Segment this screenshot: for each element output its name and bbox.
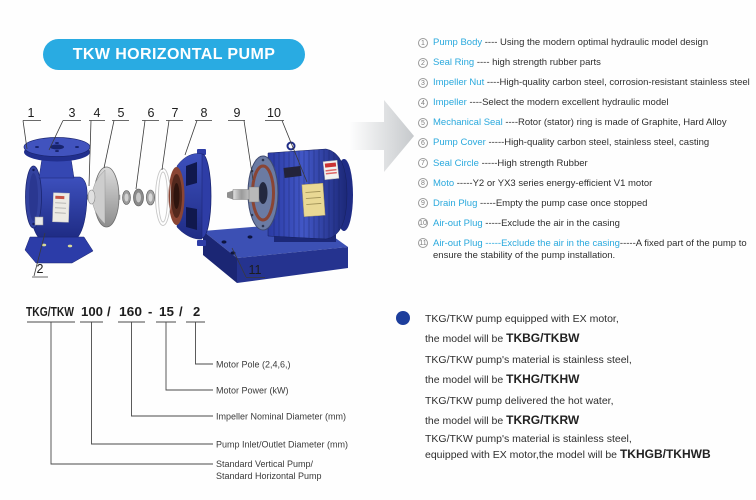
part-label: Pump Body [433,37,483,48]
page-title: TKW HORIZONTAL PUMP [72,45,276,63]
part-number-badge: 1 [418,38,428,48]
callout-1: 1 [27,106,35,120]
model-sep3: / [179,304,183,319]
part-item-2 [418,57,752,69]
variant-line: TKG/TKW pump delivered the hot water, [425,394,614,407]
variant-line: TKG/TKW pump's material is stainless steel, [425,353,632,366]
part-desc: -----High-quality carbon steel, stainless steel, casting [488,137,710,149]
direction-arrow-icon [348,100,414,172]
part-desc: ---- high strength rubber parts [476,57,601,69]
part-number-badge: 5 [418,118,428,128]
model-inlet: 100 [81,304,103,319]
legend-motor-power: Motor Power (kW) [216,385,289,396]
part-number-badge: 10 [419,220,427,228]
model-code-diagram [18,296,363,494]
variant-line: the model will be TKBG/TKBW [425,331,580,346]
part-item-10 [418,218,752,230]
page-title-banner [43,39,305,70]
part-label: Pump Cover [433,137,486,149]
part-number-badge: 11 [419,240,427,248]
variant-lines [425,309,752,462]
part-item-5 [418,117,752,129]
part-number-badge: 2 [418,58,428,68]
bullet-icon [396,311,410,325]
part-desc: -----Y2 or YX3 series energy-efficient V1 motor [456,177,653,189]
pump-exploded-diagram [8,96,423,296]
part-item-4 [418,97,752,109]
legend-series-line2: Standard Horizontal Pump [216,471,322,481]
model-code-text: TKHG/TKHW [506,372,580,387]
motor-yellow-label [302,183,325,216]
part-label: Impeller [433,97,467,109]
part-desc: -----Empty the pump case once stopped [480,197,648,209]
part-label: Mechanical Seal [433,117,503,129]
part-number-badge: 6 [418,138,428,148]
shaft-illustration [227,187,259,202]
model-pole: 2 [193,304,201,319]
callout-3: 3 [68,106,76,120]
callout-2: 2 [36,262,44,276]
drain-plug-illustration [35,217,43,225]
part-number-badge: 4 [418,98,428,108]
model-code-text: TKBG/TKBW [506,331,580,346]
part-label: Moto [433,177,455,189]
legend-inlet-diameter: Pump Inlet/Outlet Diameter (mm) [216,439,349,450]
model-code-lines [27,322,213,464]
pump-body-label [52,193,69,223]
part-item-3 [418,77,752,89]
legend-series-line1: Standard Vertical Pump/ [216,459,314,469]
variant-line: the model will be TKHG/TKHW [425,372,580,387]
part-desc: -----A fixed part of the pump to ensure the stability of the pump installation. [433,237,747,261]
part-label: Seal Circle [433,157,479,169]
part-desc: ----Rotor (stator) ring is made of Graphite, Hard Alloy [505,117,727,129]
callout-10: 10 [267,106,281,120]
callout-7: 7 [171,106,179,120]
callout-8: 8 [200,106,208,120]
model-power: 15 [159,304,174,319]
part-number-badge: 9 [418,198,428,208]
pump-cover-illustration [169,149,212,246]
part-number-badge: 7 [418,158,428,168]
model-impeller: 160 [119,304,142,319]
variant-notes [396,309,752,462]
part-label: Seal Ring [433,57,475,69]
motor-red-label [323,160,339,179]
model-code-text: TKRG/TKRW [506,413,580,428]
variant-line: TKG/TKW pump's material is stainless steel, [425,433,632,446]
part-item-11 [418,238,752,262]
part-desc: -----High strength Rubber [481,157,588,169]
part-item-1 [418,37,752,49]
model-sep1: / [107,304,111,319]
callout-5: 5 [117,106,125,120]
part-label: Impeller Nut [433,77,485,89]
part-label: Air-out Plug [433,217,483,229]
parts-list [418,37,752,270]
part-item-8 [418,178,752,190]
part-label: Air-out Plug -----Exclude the air in the casing [433,237,620,249]
part-desc: ---- Using the modern optimal hydraulic model design [484,37,709,48]
legend-motor-pole: Motor Pole (2,4,6,) [216,359,291,370]
model-sep2: - [148,304,153,319]
callout-9: 9 [233,106,241,120]
variant-line: the model will be TKRG/TKRW [425,413,580,428]
motor-black-label [283,166,301,178]
part-desc: ----Select the modern excellent hydraulic model [469,97,669,109]
part-number-badge: 3 [418,78,428,88]
part-item-9 [418,198,752,210]
seal-circle-illustration [156,169,171,226]
part-item-6 [418,137,752,149]
variant-line: equipped with EX motor,the model will be TKHGB/TKHWB [425,446,711,461]
callout-11: 11 [248,263,262,277]
part-desc: -----Exclude the air in the casing [485,217,620,229]
legend-impeller-diameter: Impeller Nominal Diameter (mm) [216,411,347,422]
variant-line: TKG/TKW pump equipped with EX motor, [425,313,619,325]
pump-body-illustration [24,138,93,264]
part-label: Drain Plug [433,197,478,209]
model-code-text: TKHGB/TKHWB [619,446,711,461]
callout-6: 6 [147,106,155,120]
model-series: TKG/TKW [26,304,75,319]
part-desc: ----High-quality carbon steel, corrosion-resistant stainless steel [486,77,750,89]
part-number-badge: 8 [418,178,428,188]
motor-illustration [248,143,353,243]
part-item-7 [418,158,752,170]
callout-4: 4 [93,106,101,120]
